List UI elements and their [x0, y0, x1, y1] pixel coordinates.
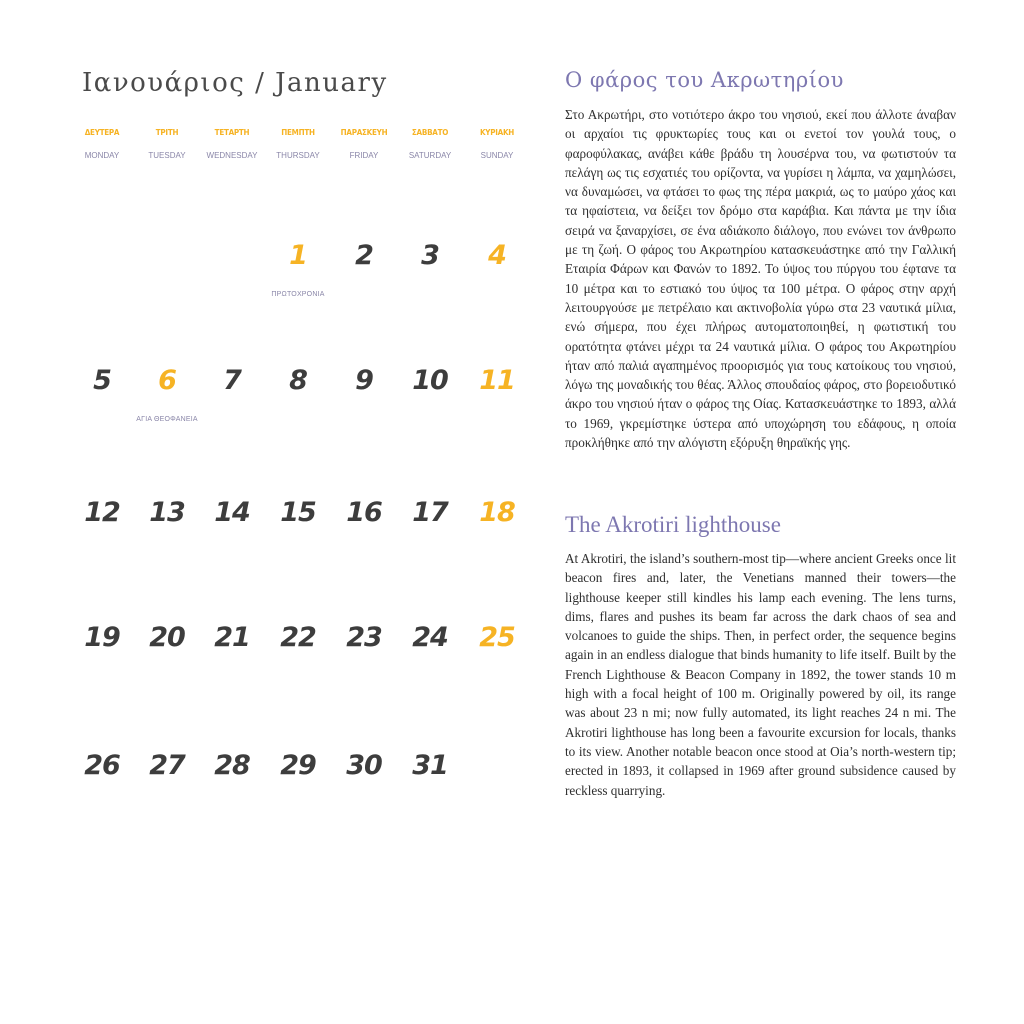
calendar-day: 31	[412, 750, 448, 781]
calendar-day: 16	[346, 497, 382, 528]
calendar-day: 10	[412, 365, 448, 396]
calendar-day: 29	[280, 750, 316, 781]
weekday-english: THURSDAY	[276, 151, 320, 160]
english-body: At Akrotiri, the island’s southern-most tip—where ancient Greeks once lit beacon fires and, later, the Venetians manned their towers—the lighthouse keeper still kindles his lamp each evening. The lens turns, dims, flares and pushes its beam far across the dark chaos of sea and volcanoes to guide the ships. Then, in perfect order, the sequence begins again in an endless dialogue that binds humanity to life itself. Built by the French Lighthouse & Beacon Company in 1892, the tower stands 10 m high with a focal height of 100 m. Originally powered by oil, its range was about 23 n mi; now fully automated, its light reaches 24 n mi. The Akrotiri lighthouse has long been a favourite excursion for locals, thanks to its view. Another notable beacon once stood at Oia’s north-western tip; erected in 1893, it collapsed in 1969 after ground subsidence caused by reckless quarrying.	[565, 551, 956, 798]
calendar-day: 3	[421, 240, 439, 271]
calendar-day: 12	[84, 497, 120, 528]
weekday-greek: ΣΑΒΒΑΤΟ	[411, 128, 449, 137]
calendar-day: 21	[214, 622, 250, 653]
calendar-day: 20	[149, 622, 185, 653]
greek-body: Στο Ακρωτήρι, στο νοτιότερο άκρο του νησιού, εκεί που άλλοτε άναβαν οι αρχαίοι τις φρυκτωρίες τους και οι ενετοί τον γουλά τους, ο φαροφύλακας, ανάβει κάθε βράδυ τη λουσέρνα του, να φωτιστούν τα πελάγη ως τις εσχατιές του ορίζοντα, να γυρίσει η λάμπα, να χαμηλώσει, να δυναμώσει, να φτάσει το φως της πέρα μακριά, ως το μαύρο χάος και τα ηφαίστεια, να δείξει τον δρόμο στα καράβια. Και πάντα με την ίδια σειρά να ξαναρχίσει, σε ένα αδιάκοπο διάλογο, που ενώνει τον άνθρωπο με τη ζωή. Ο φάρος του Ακρωτηρίου κατασκευάστηκε από την Γαλλική Εταιρία Φάρων και Φανών το 1892. Το ύψος του πύργου του έφτανε τα 10 μέτρα και το εστιακό του ύψος τα 100 μέτρα. Ο φάρος στην αρχή λειτουργούσε με πετρέλαιο και ακτινοβολία γύρω στα 23 ναυτικά μίλια, ενώ σήμερα, που έχει πλήρως αυτοματοποιηθεί, η φωτιστική του ορατότητα φτάνει μέχρι τα 24 ναυτικά μίλια. Ο φάρος του Ακρωτηρίου ήταν από παλιά αγαπημένος προορισμός για τους κατοίκους του νησιού, λόγω της μοναδικής του θέας. Άλλος σπουδαίος φάρος, στο βορειοδυτικό άκρο του νησιού ήταν ο φάρος της Οίας. Κατασκευάστηκε το 1893, αλλά το 1969, γκρεμίστηκε ύστερα από υποχώρηση του εδάφους, η οποία προκλήθηκε από την αλόγιστη εξόρυξη θηραϊκής γης.	[565, 107, 956, 451]
calendar-day: 23	[346, 622, 382, 653]
calendar-day: 26	[84, 750, 120, 781]
calendar-day: 22	[280, 622, 316, 653]
calendar-day: 27	[149, 750, 185, 781]
calendar-day: 30	[346, 750, 382, 781]
calendar-day: 18	[479, 497, 515, 528]
calendar-day: 5	[93, 365, 111, 396]
calendar-day: 4	[488, 240, 506, 271]
weekday-english: WEDNESDAY	[206, 151, 258, 160]
calendar-day: 1	[289, 240, 307, 271]
calendar-day: 28	[214, 750, 250, 781]
calendar-day: 14	[214, 497, 250, 528]
calendar-day: 13	[149, 497, 185, 528]
calendar-day: 15	[280, 497, 316, 528]
calendar-day: 9	[355, 365, 373, 396]
weekday-english: TUESDAY	[148, 151, 186, 160]
weekday-greek: ΠΕΜΠΤΗ	[281, 128, 315, 137]
calendar-day: 6	[158, 365, 176, 396]
weekday-greek: ΠΑΡΑΣΚΕΥΗ	[340, 128, 388, 137]
calendar-day: 24	[412, 622, 448, 653]
calendar-day: 25	[479, 622, 515, 653]
calendar-day: 19	[84, 622, 120, 653]
weekday-greek: ΚΥΡΙΑΚΗ	[479, 128, 515, 137]
weekday-english: SUNDAY	[480, 151, 514, 160]
calendar-day: 11	[479, 365, 515, 396]
calendar-day: 17	[412, 497, 448, 528]
weekday-greek: ΔΕΥΤΕΡΑ	[84, 128, 120, 137]
calendar-day: 7	[223, 365, 241, 396]
english-heading: The Akrotiri lighthouse	[565, 512, 781, 537]
weekday-english: MONDAY	[84, 151, 120, 160]
greek-heading: Ο φάρος του Ακρωτηρίου	[565, 68, 844, 92]
calendar-day: 2	[355, 240, 373, 271]
weekday-greek: ΤΕΤΑΡΤΗ	[214, 128, 250, 137]
calendar-day: 8	[289, 365, 307, 396]
month-title: Ιανουάριος / January	[82, 68, 388, 98]
holiday-label: ΠΡΩΤΟΧΡΟΝΙΑ	[271, 291, 325, 298]
weekday-greek: ΤΡΙΤΗ	[155, 128, 179, 137]
holiday-label: ΑΓΙΑ ΘΕΟΦΑΝΕΙΑ	[136, 416, 198, 423]
weekday-english: FRIDAY	[349, 151, 379, 160]
weekday-english: SATURDAY	[408, 151, 452, 160]
